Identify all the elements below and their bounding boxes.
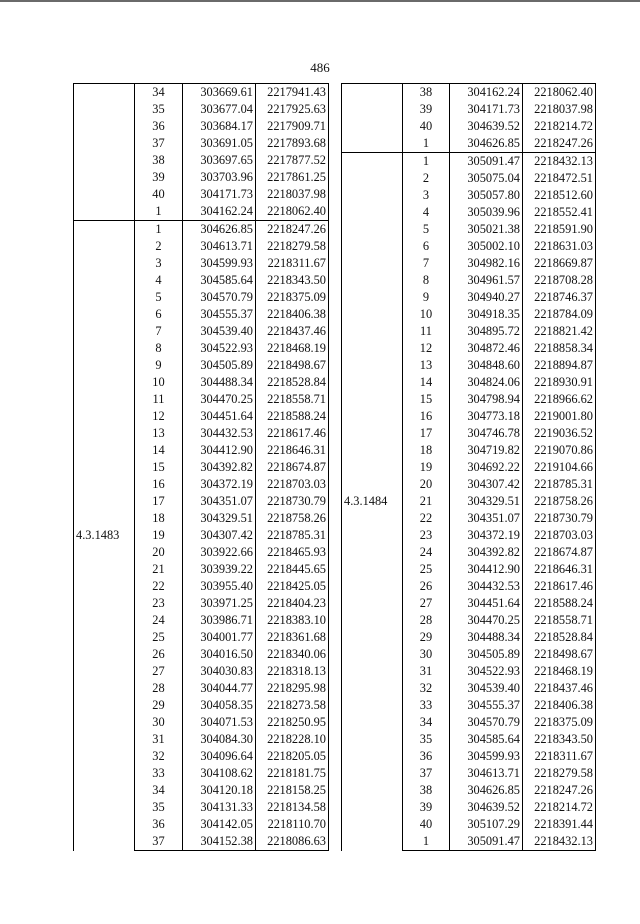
y-coordinate: 2218404.23 [256, 595, 329, 612]
x-coordinate: 304307.42 [450, 476, 523, 493]
point-number: 40 [403, 118, 450, 135]
y-coordinate: 2218758.26 [523, 493, 596, 510]
x-coordinate: 304982.16 [450, 255, 523, 272]
y-coordinate: 2218158.25 [256, 782, 329, 799]
y-coordinate: 2218498.67 [256, 357, 329, 374]
point-number: 28 [135, 680, 183, 697]
y-coordinate: 2218343.50 [256, 272, 329, 289]
y-coordinate: 2218250.95 [256, 714, 329, 731]
point-number: 1 [403, 135, 450, 153]
point-number: 17 [403, 425, 450, 442]
x-coordinate: 304171.73 [183, 186, 256, 203]
y-coordinate: 2218228.10 [256, 731, 329, 748]
x-coordinate: 304539.40 [183, 323, 256, 340]
y-coordinate: 2218062.40 [523, 84, 596, 102]
x-coordinate: 304451.64 [450, 595, 523, 612]
y-coordinate: 2218966.62 [523, 391, 596, 408]
point-number: 6 [403, 238, 450, 255]
y-coordinate: 2218588.24 [256, 408, 329, 425]
x-coordinate: 304412.90 [450, 561, 523, 578]
x-coordinate: 303703.96 [183, 169, 256, 186]
section-number [74, 84, 135, 221]
point-number: 34 [403, 714, 450, 731]
point-number: 1 [135, 221, 183, 239]
y-coordinate: 2218383.10 [256, 612, 329, 629]
point-number: 23 [135, 595, 183, 612]
y-coordinate: 2218708.28 [523, 272, 596, 289]
y-coordinate: 2218247.26 [256, 221, 329, 239]
x-coordinate: 304488.34 [450, 629, 523, 646]
point-number: 17 [135, 493, 183, 510]
x-coordinate: 304412.90 [183, 442, 256, 459]
y-coordinate: 2218273.58 [256, 697, 329, 714]
x-coordinate: 304961.57 [450, 272, 523, 289]
point-number: 14 [403, 374, 450, 391]
y-coordinate: 2218375.09 [523, 714, 596, 731]
table-row [342, 84, 596, 102]
y-coordinate: 2218785.31 [523, 476, 596, 493]
x-coordinate: 303684.17 [183, 118, 256, 135]
point-number: 20 [403, 476, 450, 493]
y-coordinate: 2218468.19 [256, 340, 329, 357]
x-coordinate: 304599.93 [450, 748, 523, 765]
y-coordinate: 2219036.52 [523, 425, 596, 442]
y-coordinate: 2218558.71 [523, 612, 596, 629]
point-number: 4 [403, 204, 450, 221]
point-number: 36 [135, 816, 183, 833]
point-number: 24 [403, 544, 450, 561]
y-coordinate: 2218730.79 [523, 510, 596, 527]
x-coordinate: 304940.27 [450, 289, 523, 306]
y-coordinate: 2219104.66 [523, 459, 596, 476]
point-number: 8 [135, 340, 183, 357]
x-coordinate: 304746.78 [450, 425, 523, 442]
x-coordinate: 304522.93 [183, 340, 256, 357]
x-coordinate: 305075.04 [450, 170, 523, 187]
point-number: 31 [403, 663, 450, 680]
table-row [342, 153, 596, 171]
point-number: 3 [135, 255, 183, 272]
x-coordinate: 304120.18 [183, 782, 256, 799]
point-number: 12 [135, 408, 183, 425]
y-coordinate: 2218785.31 [256, 527, 329, 544]
x-coordinate: 304030.83 [183, 663, 256, 680]
x-coordinate: 303697.65 [183, 152, 256, 169]
x-coordinate: 304372.19 [183, 476, 256, 493]
point-number: 1 [403, 833, 450, 851]
point-number: 9 [135, 357, 183, 374]
point-number: 22 [403, 510, 450, 527]
table-row [74, 84, 329, 102]
x-coordinate: 304585.64 [450, 731, 523, 748]
point-number: 7 [403, 255, 450, 272]
y-coordinate: 2218037.98 [256, 186, 329, 203]
x-coordinate: 304044.77 [183, 680, 256, 697]
point-number: 18 [135, 510, 183, 527]
point-number: 22 [135, 578, 183, 595]
x-coordinate: 304719.82 [450, 442, 523, 459]
point-number: 39 [403, 799, 450, 816]
x-coordinate: 304071.53 [183, 714, 256, 731]
x-coordinate: 304162.24 [183, 203, 256, 221]
point-number: 25 [135, 629, 183, 646]
x-coordinate: 304451.64 [183, 408, 256, 425]
point-number: 27 [403, 595, 450, 612]
y-coordinate: 2218295.98 [256, 680, 329, 697]
point-number: 26 [135, 646, 183, 663]
coordinates-table-right-body [342, 84, 596, 851]
point-number: 32 [135, 748, 183, 765]
x-coordinate: 304108.62 [183, 765, 256, 782]
y-coordinate: 2218930.91 [523, 374, 596, 391]
point-number: 37 [135, 833, 183, 851]
x-coordinate: 304798.94 [450, 391, 523, 408]
y-coordinate: 2218432.13 [523, 833, 596, 851]
y-coordinate: 2218181.75 [256, 765, 329, 782]
y-coordinate: 2218669.87 [523, 255, 596, 272]
x-coordinate: 305002.10 [450, 238, 523, 255]
y-coordinate: 2218558.71 [256, 391, 329, 408]
y-coordinate: 2218214.72 [523, 799, 596, 816]
y-coordinate: 2218037.98 [523, 101, 596, 118]
x-coordinate: 304372.19 [450, 527, 523, 544]
y-coordinate: 2218528.84 [523, 629, 596, 646]
y-coordinate: 2218646.31 [523, 561, 596, 578]
point-number: 29 [403, 629, 450, 646]
point-number: 33 [135, 765, 183, 782]
x-coordinate: 304505.89 [183, 357, 256, 374]
y-coordinate: 2218674.87 [523, 544, 596, 561]
page-number: 486 [310, 60, 330, 75]
y-coordinate: 2218445.65 [256, 561, 329, 578]
x-coordinate: 304131.33 [183, 799, 256, 816]
y-coordinate: 2218375.09 [256, 289, 329, 306]
x-coordinate: 304351.07 [183, 493, 256, 510]
x-coordinate: 304351.07 [450, 510, 523, 527]
y-coordinate: 2218279.58 [256, 238, 329, 255]
y-coordinate: 2218134.58 [256, 799, 329, 816]
x-coordinate: 303971.25 [183, 595, 256, 612]
section-number [342, 84, 403, 153]
x-coordinate: 304895.72 [450, 323, 523, 340]
scan-edge-line [0, 0, 640, 2]
x-coordinate: 303677.04 [183, 101, 256, 118]
point-number: 34 [135, 782, 183, 799]
x-coordinate: 304613.71 [450, 765, 523, 782]
y-coordinate: 2217877.52 [256, 152, 329, 169]
point-number: 9 [403, 289, 450, 306]
x-coordinate: 304058.35 [183, 697, 256, 714]
x-coordinate: 305091.47 [450, 833, 523, 851]
point-number: 30 [403, 646, 450, 663]
point-number: 39 [135, 169, 183, 186]
y-coordinate: 2218730.79 [256, 493, 329, 510]
x-coordinate: 304522.93 [450, 663, 523, 680]
y-coordinate: 2218406.38 [256, 306, 329, 323]
x-coordinate: 304470.25 [450, 612, 523, 629]
point-number: 4 [135, 272, 183, 289]
point-number: 11 [135, 391, 183, 408]
y-coordinate: 2218703.03 [523, 527, 596, 544]
y-coordinate: 2218617.46 [523, 578, 596, 595]
x-coordinate: 304392.82 [450, 544, 523, 561]
table-row [74, 221, 329, 239]
y-coordinate: 2218528.84 [256, 374, 329, 391]
x-coordinate: 304329.51 [450, 493, 523, 510]
y-coordinate: 2218214.72 [523, 118, 596, 135]
point-number: 36 [135, 118, 183, 135]
y-coordinate: 2218512.60 [523, 187, 596, 204]
x-coordinate: 304555.37 [183, 306, 256, 323]
y-coordinate: 2217861.25 [256, 169, 329, 186]
y-coordinate: 2218894.87 [523, 357, 596, 374]
point-number: 37 [135, 135, 183, 152]
x-coordinate: 304152.38 [183, 833, 256, 851]
point-number: 2 [135, 238, 183, 255]
x-coordinate: 304392.82 [183, 459, 256, 476]
x-coordinate: 304001.77 [183, 629, 256, 646]
section-number: 4.3.1483 [74, 221, 135, 851]
x-coordinate: 304570.79 [183, 289, 256, 306]
y-coordinate: 2218062.40 [256, 203, 329, 221]
point-number: 12 [403, 340, 450, 357]
point-number: 14 [135, 442, 183, 459]
x-coordinate: 304142.05 [183, 816, 256, 833]
x-coordinate: 304613.71 [183, 238, 256, 255]
point-number: 19 [135, 527, 183, 544]
y-coordinate: 2218247.26 [523, 135, 596, 153]
y-coordinate: 2218617.46 [256, 425, 329, 442]
x-coordinate: 304626.85 [450, 135, 523, 153]
y-coordinate: 2218498.67 [523, 646, 596, 663]
point-number: 13 [135, 425, 183, 442]
point-number: 30 [135, 714, 183, 731]
y-coordinate: 2218247.26 [523, 782, 596, 799]
x-coordinate: 304918.35 [450, 306, 523, 323]
y-coordinate: 2218646.31 [256, 442, 329, 459]
x-coordinate: 304016.50 [183, 646, 256, 663]
y-coordinate: 2218591.90 [523, 221, 596, 238]
point-number: 40 [135, 186, 183, 203]
x-coordinate: 304307.42 [183, 527, 256, 544]
point-number: 21 [403, 493, 450, 510]
y-coordinate: 2218343.50 [523, 731, 596, 748]
x-coordinate: 303669.61 [183, 84, 256, 102]
x-coordinate: 305091.47 [450, 153, 523, 171]
x-coordinate: 304639.52 [450, 118, 523, 135]
coordinates-table-left-body [74, 84, 329, 851]
y-coordinate: 2219070.86 [523, 442, 596, 459]
x-coordinate: 304329.51 [183, 510, 256, 527]
y-coordinate: 2219001.80 [523, 408, 596, 425]
y-coordinate: 2218746.37 [523, 289, 596, 306]
point-number: 32 [403, 680, 450, 697]
x-coordinate: 304432.53 [450, 578, 523, 595]
y-coordinate: 2217909.71 [256, 118, 329, 135]
x-coordinate: 304171.73 [450, 101, 523, 118]
point-number: 16 [135, 476, 183, 493]
point-number: 25 [403, 561, 450, 578]
x-coordinate: 304824.06 [450, 374, 523, 391]
y-coordinate: 2218086.63 [256, 833, 329, 851]
y-coordinate: 2218311.67 [523, 748, 596, 765]
x-coordinate: 304539.40 [450, 680, 523, 697]
point-number: 28 [403, 612, 450, 629]
x-coordinate: 304162.24 [450, 84, 523, 102]
x-coordinate: 303691.05 [183, 135, 256, 152]
x-coordinate: 303922.66 [183, 544, 256, 561]
x-coordinate: 304599.93 [183, 255, 256, 272]
x-coordinate: 304773.18 [450, 408, 523, 425]
y-coordinate: 2218465.93 [256, 544, 329, 561]
point-number: 18 [403, 442, 450, 459]
point-number: 13 [403, 357, 450, 374]
x-coordinate: 303939.22 [183, 561, 256, 578]
coordinates-table-left [73, 83, 329, 851]
point-number: 2 [403, 170, 450, 187]
y-coordinate: 2218858.34 [523, 340, 596, 357]
y-coordinate: 2218472.51 [523, 170, 596, 187]
point-number: 26 [403, 578, 450, 595]
point-number: 29 [135, 697, 183, 714]
y-coordinate: 2218311.67 [256, 255, 329, 272]
coordinates-table-right [341, 83, 596, 851]
point-number: 1 [135, 203, 183, 221]
point-number: 33 [403, 697, 450, 714]
y-coordinate: 2217925.63 [256, 101, 329, 118]
point-number: 21 [135, 561, 183, 578]
point-number: 10 [403, 306, 450, 323]
point-number: 20 [135, 544, 183, 561]
x-coordinate: 304505.89 [450, 646, 523, 663]
x-coordinate: 304570.79 [450, 714, 523, 731]
y-coordinate: 2218552.41 [523, 204, 596, 221]
point-number: 11 [403, 323, 450, 340]
y-coordinate: 2218821.42 [523, 323, 596, 340]
y-coordinate: 2218406.38 [523, 697, 596, 714]
y-coordinate: 2218437.46 [256, 323, 329, 340]
point-number: 19 [403, 459, 450, 476]
y-coordinate: 2217893.68 [256, 135, 329, 152]
point-number: 38 [403, 84, 450, 102]
point-number: 5 [403, 221, 450, 238]
y-coordinate: 2218279.58 [523, 765, 596, 782]
y-coordinate: 2218340.06 [256, 646, 329, 663]
y-coordinate: 2218437.46 [523, 680, 596, 697]
point-number: 34 [135, 84, 183, 102]
point-number: 15 [403, 391, 450, 408]
y-coordinate: 2218318.13 [256, 663, 329, 680]
y-coordinate: 2218110.70 [256, 816, 329, 833]
point-number: 27 [135, 663, 183, 680]
y-coordinate: 2218674.87 [256, 459, 329, 476]
point-number: 38 [135, 152, 183, 169]
x-coordinate: 304692.22 [450, 459, 523, 476]
point-number: 35 [135, 101, 183, 118]
point-number: 35 [403, 731, 450, 748]
point-number: 3 [403, 187, 450, 204]
y-coordinate: 2218588.24 [523, 595, 596, 612]
x-coordinate: 304585.64 [183, 272, 256, 289]
point-number: 39 [403, 101, 450, 118]
y-coordinate: 2217941.43 [256, 84, 329, 102]
x-coordinate: 304626.85 [183, 221, 256, 239]
y-coordinate: 2218631.03 [523, 238, 596, 255]
x-coordinate: 305039.96 [450, 204, 523, 221]
point-number: 40 [403, 816, 450, 833]
x-coordinate: 304626.85 [450, 782, 523, 799]
x-coordinate: 304848.60 [450, 357, 523, 374]
point-number: 31 [135, 731, 183, 748]
x-coordinate: 304096.64 [183, 748, 256, 765]
point-number: 8 [403, 272, 450, 289]
point-number: 16 [403, 408, 450, 425]
x-coordinate: 304555.37 [450, 697, 523, 714]
point-number: 6 [135, 306, 183, 323]
x-coordinate: 303955.40 [183, 578, 256, 595]
x-coordinate: 305107.29 [450, 816, 523, 833]
x-coordinate: 304872.46 [450, 340, 523, 357]
point-number: 10 [135, 374, 183, 391]
x-coordinate: 304488.34 [183, 374, 256, 391]
point-number: 5 [135, 289, 183, 306]
x-coordinate: 303986.71 [183, 612, 256, 629]
x-coordinate: 305057.80 [450, 187, 523, 204]
point-number: 38 [403, 782, 450, 799]
point-number: 1 [403, 153, 450, 171]
x-coordinate: 305021.38 [450, 221, 523, 238]
point-number: 35 [135, 799, 183, 816]
y-coordinate: 2218205.05 [256, 748, 329, 765]
x-coordinate: 304432.53 [183, 425, 256, 442]
point-number: 23 [403, 527, 450, 544]
x-coordinate: 304084.30 [183, 731, 256, 748]
x-coordinate: 304470.25 [183, 391, 256, 408]
y-coordinate: 2218425.05 [256, 578, 329, 595]
section-number: 4.3.1484 [342, 153, 403, 851]
point-number: 36 [403, 748, 450, 765]
point-number: 24 [135, 612, 183, 629]
y-coordinate: 2218391.44 [523, 816, 596, 833]
y-coordinate: 2218758.26 [256, 510, 329, 527]
point-number: 15 [135, 459, 183, 476]
y-coordinate: 2218468.19 [523, 663, 596, 680]
y-coordinate: 2218703.03 [256, 476, 329, 493]
point-number: 7 [135, 323, 183, 340]
y-coordinate: 2218361.68 [256, 629, 329, 646]
y-coordinate: 2218784.09 [523, 306, 596, 323]
y-coordinate: 2218432.13 [523, 153, 596, 171]
point-number: 37 [403, 765, 450, 782]
x-coordinate: 304639.52 [450, 799, 523, 816]
